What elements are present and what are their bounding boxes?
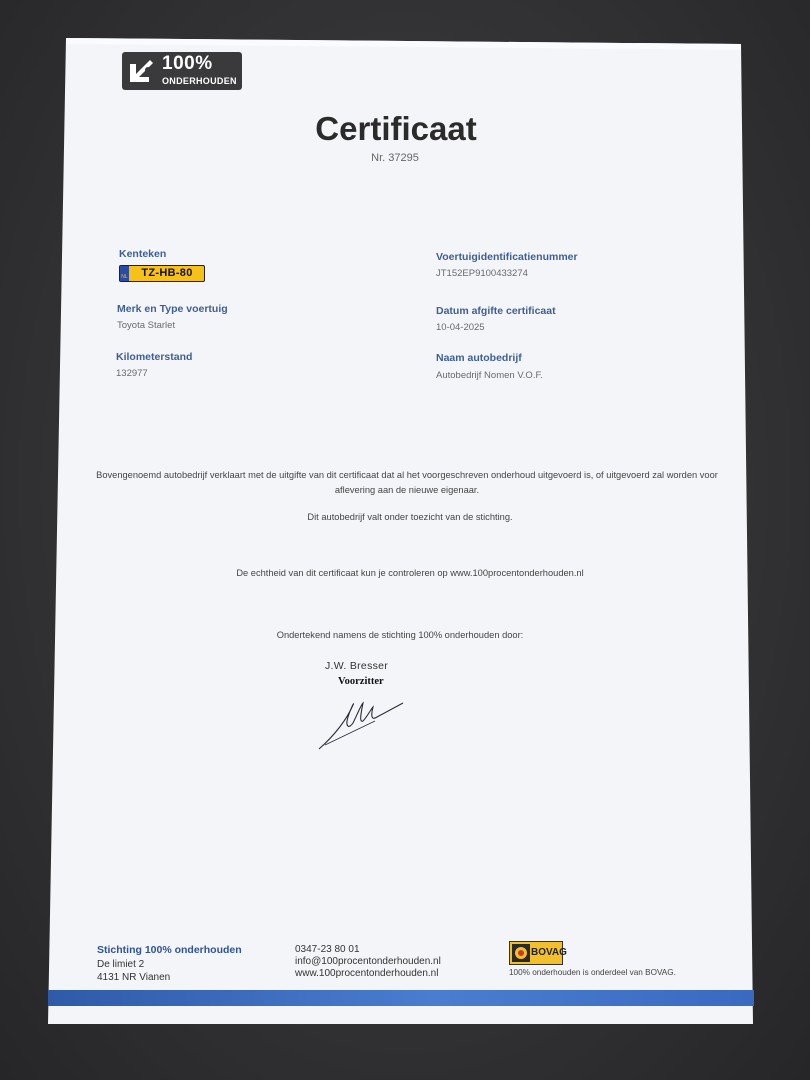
merk-label: Merk en Type voertuig xyxy=(117,303,228,315)
merk-value: Toyota Starlet xyxy=(117,320,176,331)
brand-logo xyxy=(122,52,242,90)
datum-value: 10-04-2025 xyxy=(436,322,485,333)
footer-city: 4131 NR Vianen xyxy=(97,972,171,983)
vin-value: JT152EP9100433274 xyxy=(436,268,528,279)
authenticity-text: De echtheid van dit certificaat kun je controleren op www.100procentonderhouden.nl xyxy=(236,568,584,578)
km-label: Kilometerstand xyxy=(116,351,193,363)
footer-phone: 0347-23 80 01 xyxy=(295,944,360,955)
naam-label: Naam autobedrijf xyxy=(436,352,522,364)
footer-street: De limiet 2 xyxy=(97,959,145,970)
declaration-line-2: aflevering aan de nieuwe eigenaar. xyxy=(334,485,480,495)
kenteken-label: Kenteken xyxy=(119,248,167,260)
km-value: 132977 xyxy=(116,368,148,379)
bovag-wordmark: BOVAG xyxy=(531,947,567,958)
bovag-emblem-icon xyxy=(512,944,530,962)
signed-by-text: Ondertekend namens de stichting 100% onderhouden door: xyxy=(276,630,524,640)
plate-number: TZ-HB-80 xyxy=(141,267,193,279)
wrench-logo-icon xyxy=(126,56,156,86)
supervision-text: Dit autobedrijf valt onder toezicht van de stichting. xyxy=(307,512,513,522)
footer-website: www.100procentonderhouden.nl xyxy=(295,968,439,979)
signer-name: J.W. Bresser xyxy=(325,660,389,672)
plate-country-strip: NL xyxy=(120,266,129,281)
license-plate xyxy=(119,265,205,282)
certificate-number: Nr. 37295 xyxy=(371,152,419,164)
footer-color-bar xyxy=(48,990,754,1006)
signer-role: Voorzitter xyxy=(338,676,384,687)
document-title: Certificaat xyxy=(315,110,477,147)
vin-label: Voertuigidentificatienummer xyxy=(436,251,578,263)
datum-label: Datum afgifte certificaat xyxy=(436,305,556,317)
declaration-line-1: Bovengenoemd autobedrijf verklaart met de uitgifte van dit certificaat dat al het voorgeschreven onderhoud uitgevoerd is, of uitgevoerd zal worden voor xyxy=(96,470,718,480)
bovag-note: 100% onderhouden is onderdeel van BOVAG. xyxy=(509,968,676,977)
footer-email: info@100procentonderhouden.nl xyxy=(295,956,441,967)
signature-image xyxy=(315,695,410,755)
logo-percent: 100% xyxy=(162,53,213,74)
footer-org-name: Stichting 100% onderhouden xyxy=(97,944,242,956)
bovag-logo xyxy=(509,941,567,965)
logo-subtitle: ONDERHOUDEN xyxy=(162,76,237,86)
naam-value: Autobedrijf Nomen V.O.F. xyxy=(436,370,543,381)
